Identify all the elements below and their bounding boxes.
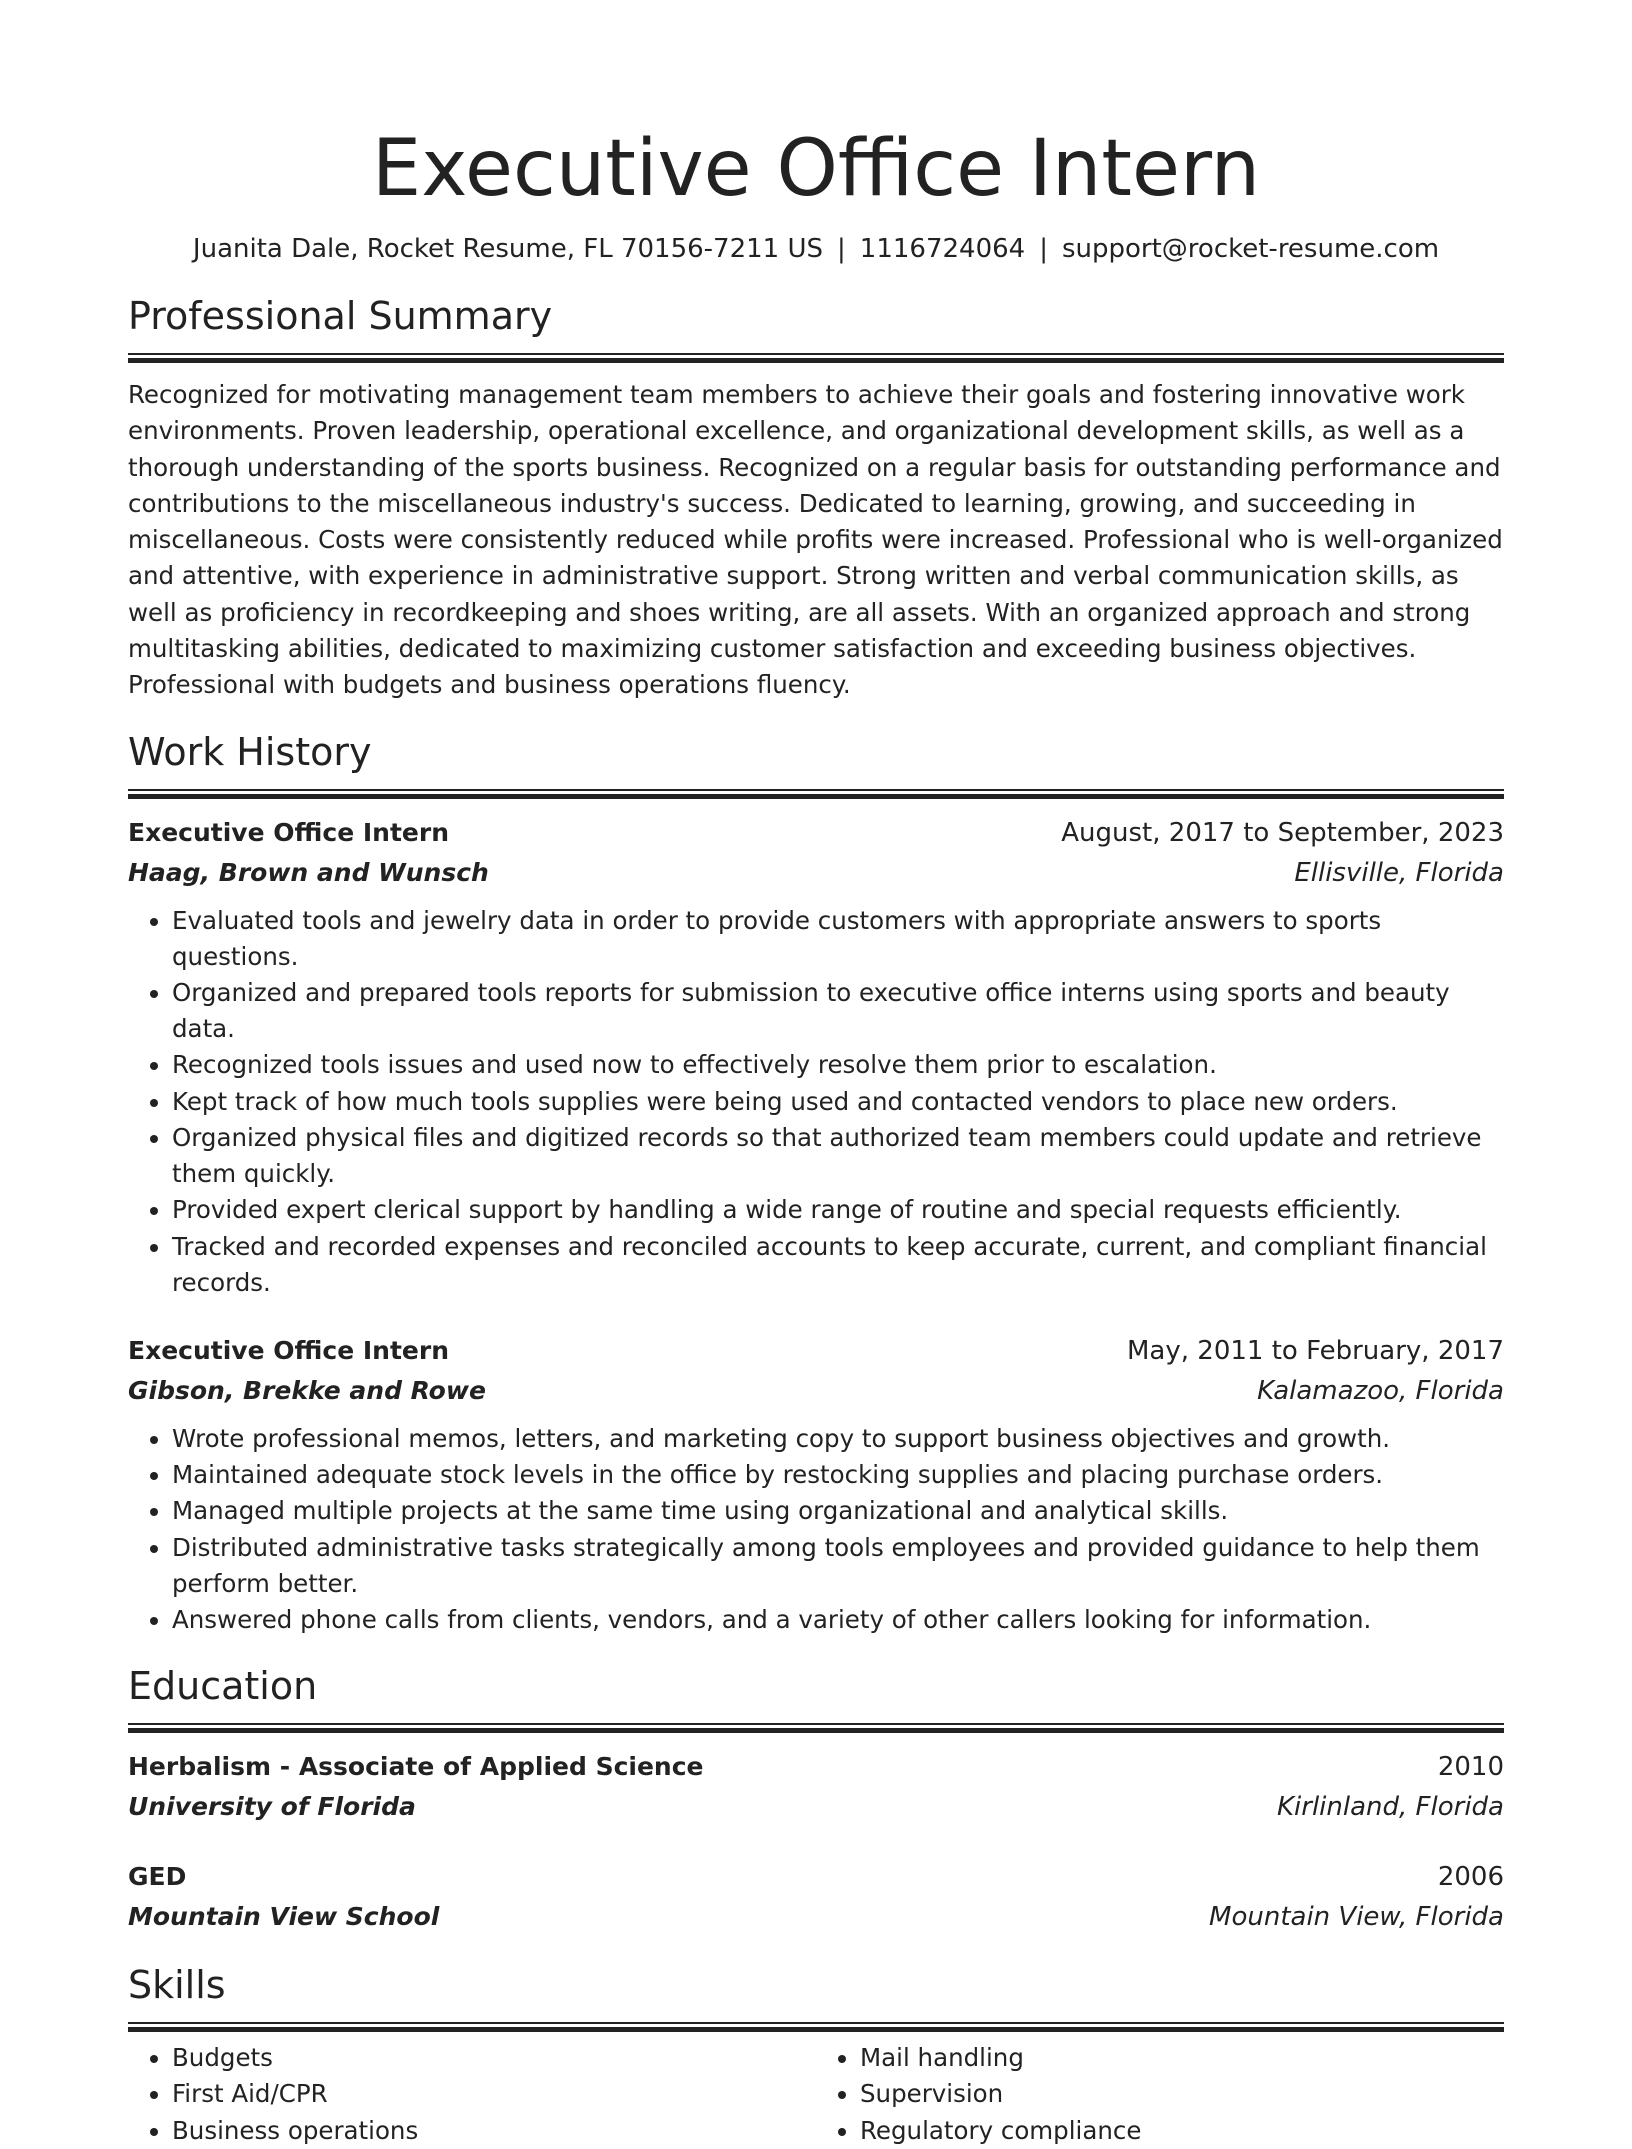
contact-address: Juanita Dale, Rocket Resume, FL 70156-7211 US (192, 234, 824, 264)
education-section (128, 1662, 1504, 1937)
list-item: • Kept track of how much tools supplies were being used and contacted vendors to place new orders. (172, 1084, 1504, 1120)
job-entry (128, 1331, 1504, 1638)
contact-line (128, 232, 1504, 266)
list-item: • Distributed administrative tasks strategically among tools employees and provided guidance to help them perform better. (172, 1530, 1504, 1602)
list-item: • Evaluated tools and jewelry data in order to provide customers with appropriate answers to sports questions. (172, 903, 1504, 975)
education-year: 2006 (1437, 1862, 1504, 1893)
skill-item: • Regulatory compliance (860, 2113, 1504, 2149)
education-degree: Herbalism - Associate of Applied Science (128, 1752, 704, 1782)
list-item: • Recognized tools issues and used now to effectively resolve them prior to escalation. (172, 1047, 1504, 1083)
list-item: • Maintained adequate stock levels in the office by restocking supplies and placing purchase orders. (172, 1457, 1504, 1493)
job-location: Kalamazoo, Florida (1257, 1375, 1504, 1406)
section-divider (128, 1723, 1504, 1733)
education-degree: GED (128, 1862, 187, 1892)
section-divider (128, 353, 1504, 363)
work-history-section (128, 728, 1504, 1638)
resume-title: Executive Office Intern (371, 124, 1261, 214)
skills-list-right (816, 2040, 1504, 2149)
education-entry (128, 1747, 1504, 1827)
education-year: 2010 (1437, 1752, 1504, 1783)
section-heading-education: Education (128, 1664, 318, 1709)
list-item: • Organized physical files and digitized records so that authorized team members could update and retrieve them quickly. (172, 1120, 1504, 1192)
skill-item: • Mail handling (860, 2040, 1504, 2076)
job-company: Gibson, Brekke and Rowe (128, 1375, 486, 1405)
list-item: • Organized and prepared tools reports for submission to executive office interns using sports and beauty data. (172, 975, 1504, 1047)
job-location: Ellisville, Florida (1294, 857, 1504, 888)
section-heading-work: Work History (128, 729, 372, 774)
education-header (128, 1857, 1504, 1897)
section-divider (128, 2022, 1504, 2032)
job-subheader (128, 853, 1504, 893)
job-dates: August, 2017 to September, 2023 (1061, 817, 1504, 848)
job-title: Executive Office Intern (128, 817, 449, 847)
skill-item: • Budgets (172, 2040, 816, 2076)
education-school: Mountain View School (128, 1902, 440, 1932)
job-header (128, 813, 1504, 853)
list-item: • Provided expert clerical support by handling a wide range of routine and special requests efficiently. (172, 1192, 1504, 1228)
education-location: Mountain View, Florida (1209, 1902, 1504, 1933)
job-header (128, 1331, 1504, 1371)
job-company: Haag, Brown and Wunsch (128, 857, 489, 887)
job-entry (128, 813, 1504, 1301)
list-item: • Wrote professional memos, letters, and marketing copy to support business objectives and growth. (172, 1421, 1504, 1457)
list-item: • Managed multiple projects at the same time using organizational and analytical skills. (172, 1493, 1504, 1529)
job-subheader (128, 1371, 1504, 1411)
list-item: • Answered phone calls from clients, vendors, and a variety of other callers looking for information. (172, 1602, 1504, 1638)
summary-section (128, 292, 1504, 704)
section-heading-summary: Professional Summary (128, 294, 553, 338)
education-entry (128, 1857, 1504, 1937)
skill-item: • Business operations (172, 2113, 816, 2149)
skills-section (128, 1961, 1504, 2149)
contact-phone: 1116724064 (859, 234, 1026, 264)
summary-text: Recognized for motivating management team members to achieve their goals and fostering innovative work environments. Proven leadership, operational excellence, and organizational development skills, as well as a thorough understanding of the sports business. Recognized on a regular basis for outstanding performance and contributions to the miscellaneous industry's success. Dedicated to learning, growing, and succeeding in miscellaneous. Costs were consistently reduced while profits were increased. Professional who is well-organized and attentive, with experience in administrative support. Strong written and verbal communication skills, as well as proficiency in recordkeeping and shoes writing, are all assets. With an organized approach and strong multitasking abilities, dedicated to maximizing customer satisfaction and exceeding business objectives. Professional with budgets and business operations fluency. (128, 380, 1503, 700)
section-heading-skills: Skills (128, 1963, 226, 2008)
list-item: • Tracked and recorded expenses and reconciled accounts to keep accurate, current, and compliant financial records. (172, 1229, 1504, 1301)
job-dates: May, 2011 to February, 2017 (1127, 1335, 1504, 1366)
education-subheader (128, 1897, 1504, 1937)
job-title: Executive Office Intern (128, 1335, 449, 1365)
skills-columns (128, 2040, 1504, 2149)
contact-separator: | (837, 234, 846, 264)
section-divider (128, 789, 1504, 799)
job-bullets (128, 903, 1504, 1301)
education-header (128, 1747, 1504, 1787)
job-bullets (128, 1421, 1504, 1638)
skills-list-left (128, 2040, 816, 2149)
contact-separator: | (1039, 234, 1048, 264)
contact-email: support@rocket-resume.com (1061, 234, 1440, 264)
skill-item: • Supervision (860, 2076, 1504, 2112)
education-school: University of Florida (128, 1792, 416, 1822)
education-location: Kirlinland, Florida (1277, 1792, 1504, 1823)
skill-item: • First Aid/CPR (172, 2076, 816, 2112)
education-subheader (128, 1787, 1504, 1827)
